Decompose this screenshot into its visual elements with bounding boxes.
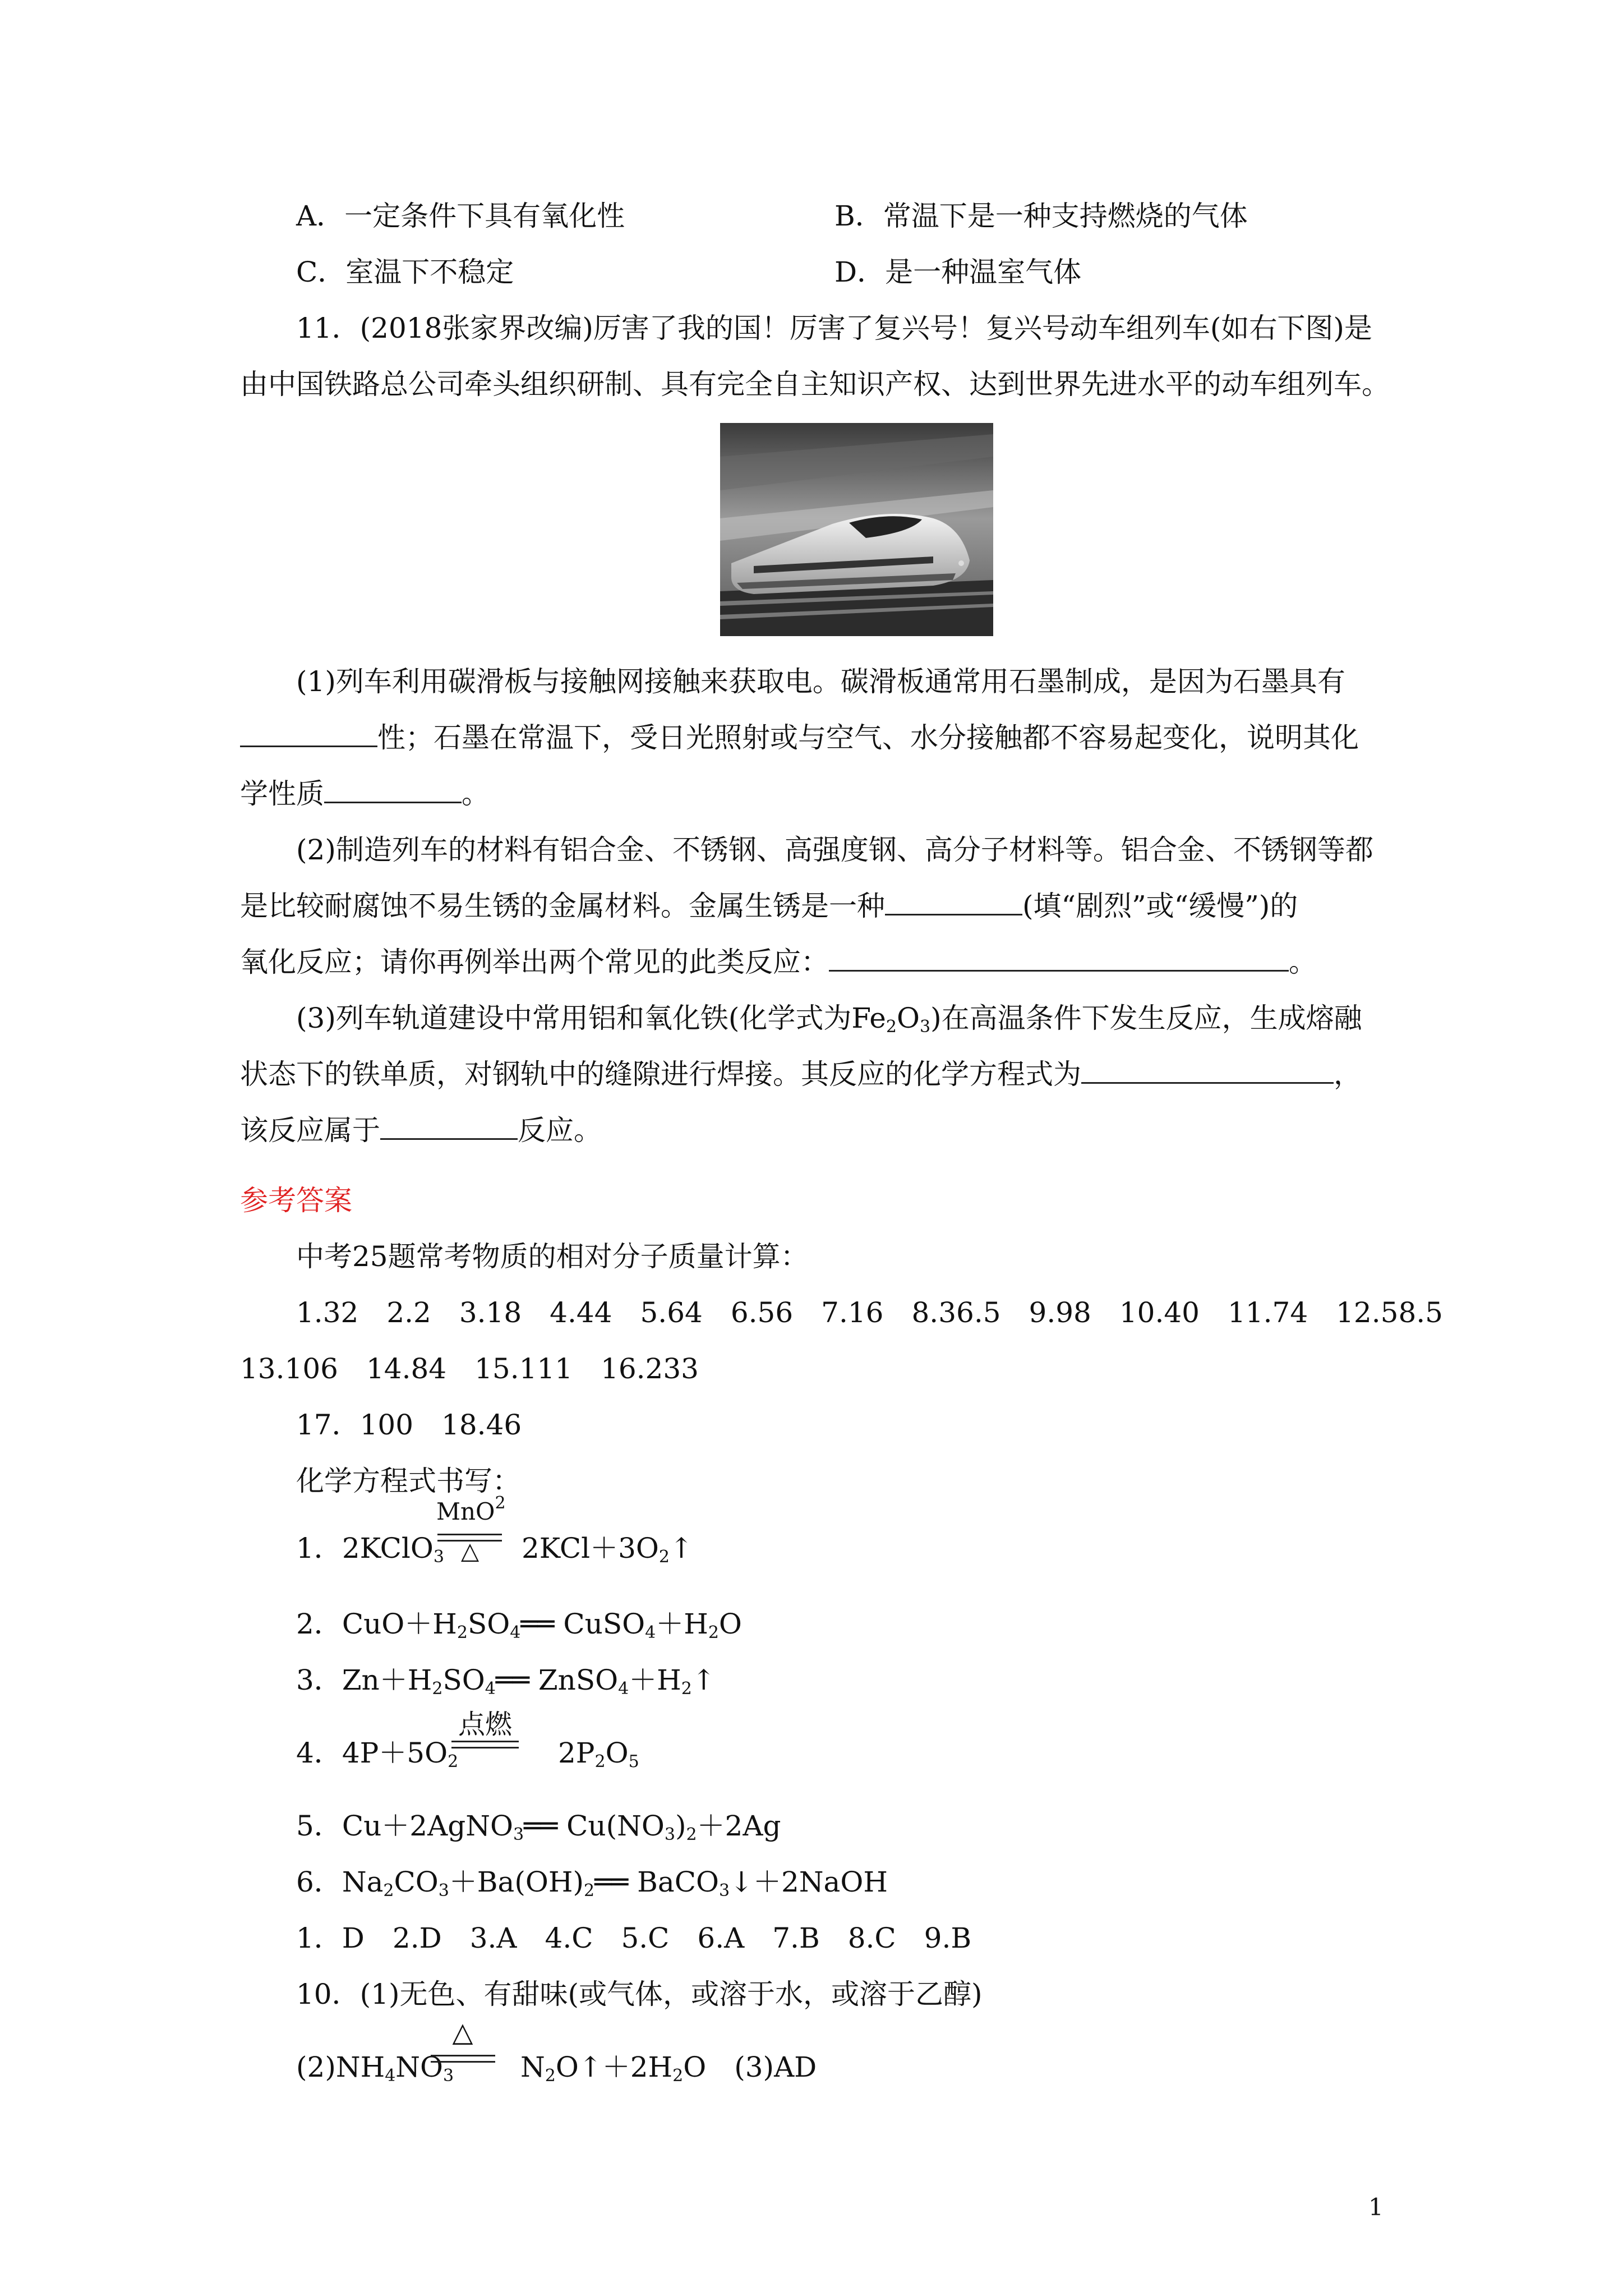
q11-part3-line1: (3)列车轨道建设中常用铝和氧化铁(化学式为$Fe_2O_3$)在高温条件下发生反应，生成熔融 — [296, 1002, 1362, 1037]
answer-10-products: $N_2O↑+2H_2O$ (3)AD — [520, 2051, 817, 2086]
option-a: A．一定条件下具有氧化性 — [296, 200, 625, 232]
answers-heading: 参考答案 — [240, 1184, 352, 1217]
equation-1-catalyst: MnO$^2$ — [436, 1493, 506, 1525]
equation-5: 5．Cu＋2AgNO$_3$══ $Cu(NO_3)_2+2Ag$ — [296, 1810, 781, 1844]
option-b: B．常温下是一种支持燃烧的气体 — [834, 200, 1248, 232]
q11-part2-line2: 是比较耐腐蚀不易生锈的金属材料。金属生锈是一种 (填“剧烈”或“缓慢”)的 — [240, 890, 1298, 922]
q11-line1: 11．(2018张家界改编)厉害了我的国！厉害了复兴号！复兴号动车组列车(如右下图)是 — [296, 312, 1372, 344]
equation-4-equals — [451, 1741, 519, 1749]
answer-10-equals — [431, 2055, 495, 2063]
mass-answers-line2: 13.106 14.84 15.111 16.233 — [240, 1352, 699, 1385]
mass-answers-line3: 17．100 18.46 — [296, 1409, 522, 1441]
q11-part2-line1: (2)制造列车的材料有铝合金、不锈钢、高强度钢、高分子材料等。铝合金、不锈钢等都 — [296, 834, 1373, 866]
option-c: C．室温下不稳定 — [296, 256, 514, 288]
page-number: 1 — [1368, 2193, 1384, 2221]
q11-part2-line3: 氧化反应；请你再例举出两个常见的此类反应： 。 — [240, 946, 1317, 978]
equation-title: 化学方程式书写： — [296, 1465, 520, 1497]
equation-4-products: $2P_2O_5$ — [558, 1737, 639, 1772]
equation-1: 1．2KClO$_3$ — [296, 1532, 444, 1567]
answer-10-line1: 10．(1)无色、有甜味(或气体，或溶于水，或溶于乙醇) — [296, 1978, 983, 2010]
equation-2: 2．$CuO+H_2SO_4══$ $CuSO_4+H_2O$ — [296, 1608, 742, 1642]
equation-6: 6．$Na_2CO_3+Ba(OH)_2══$ BaCO$_3$↓＋2NaOH — [296, 1866, 888, 1901]
q11-line2: 由中国铁路总公司牵头组织研制、具有完全自主知识产权、达到世界先进水平的动车组列车。 — [240, 368, 1390, 401]
train-photo — [720, 423, 993, 636]
equation-4-ignite: 点燃 — [458, 1709, 512, 1740]
mass-answers-line1: 1.32 2.2 3.18 4.44 5.64 6.56 7.16 8.36.5 9.98 10.40 11.74 12.58.5 — [296, 1296, 1443, 1329]
equation-1-products: $2KCl+3O_2↑$ — [522, 1532, 693, 1567]
answer-blank[interactable] — [885, 889, 1022, 915]
choice-answers: 1．D 2.D 3.A 4.C 5.C 6.A 7.B 8.C 9.B — [296, 1922, 972, 1954]
q11-part3-line2: 状态下的铁单质，对钢轨中的缝隙进行焊接。其反应的化学方程式为 ， — [240, 1058, 1362, 1091]
q11-part1-line1: (1)列车利用碳滑板与接触网接触来获取电。碳滑板通常用石墨制成，是因为石墨具有 — [296, 665, 1345, 698]
answer-10-line2: $(2)NH_4NO_3$ — [296, 2051, 454, 2086]
answer-10-heat: △ — [452, 2017, 473, 2048]
q11-part3-line3: 该反应属于 反应。 — [240, 1114, 602, 1147]
option-d: D．是一种温室气体 — [834, 256, 1082, 288]
equation-4: 4．$4P+5O_2$ — [296, 1737, 459, 1772]
answer-blank[interactable] — [380, 1114, 518, 1140]
answer-blank[interactable] — [324, 777, 462, 803]
answer-blank[interactable] — [1081, 1057, 1334, 1084]
equation-3: 3．$Zn+H_2SO_4══$ $ZnSO_4+H_2↑$ — [296, 1664, 716, 1699]
mass-title: 中考25题常考物质的相对分子质量计算： — [296, 1240, 809, 1273]
answer-blank[interactable] — [240, 721, 377, 747]
equation-1-heat: △ — [460, 1537, 479, 1565]
q11-part1-line3: 学性质 。 — [240, 777, 490, 810]
answer-blank[interactable] — [829, 945, 1289, 972]
q11-part1-line2: 性；石墨在常温下，受日光照射或与空气、水分接触都不容易起变化，说明其化 — [240, 721, 1359, 754]
